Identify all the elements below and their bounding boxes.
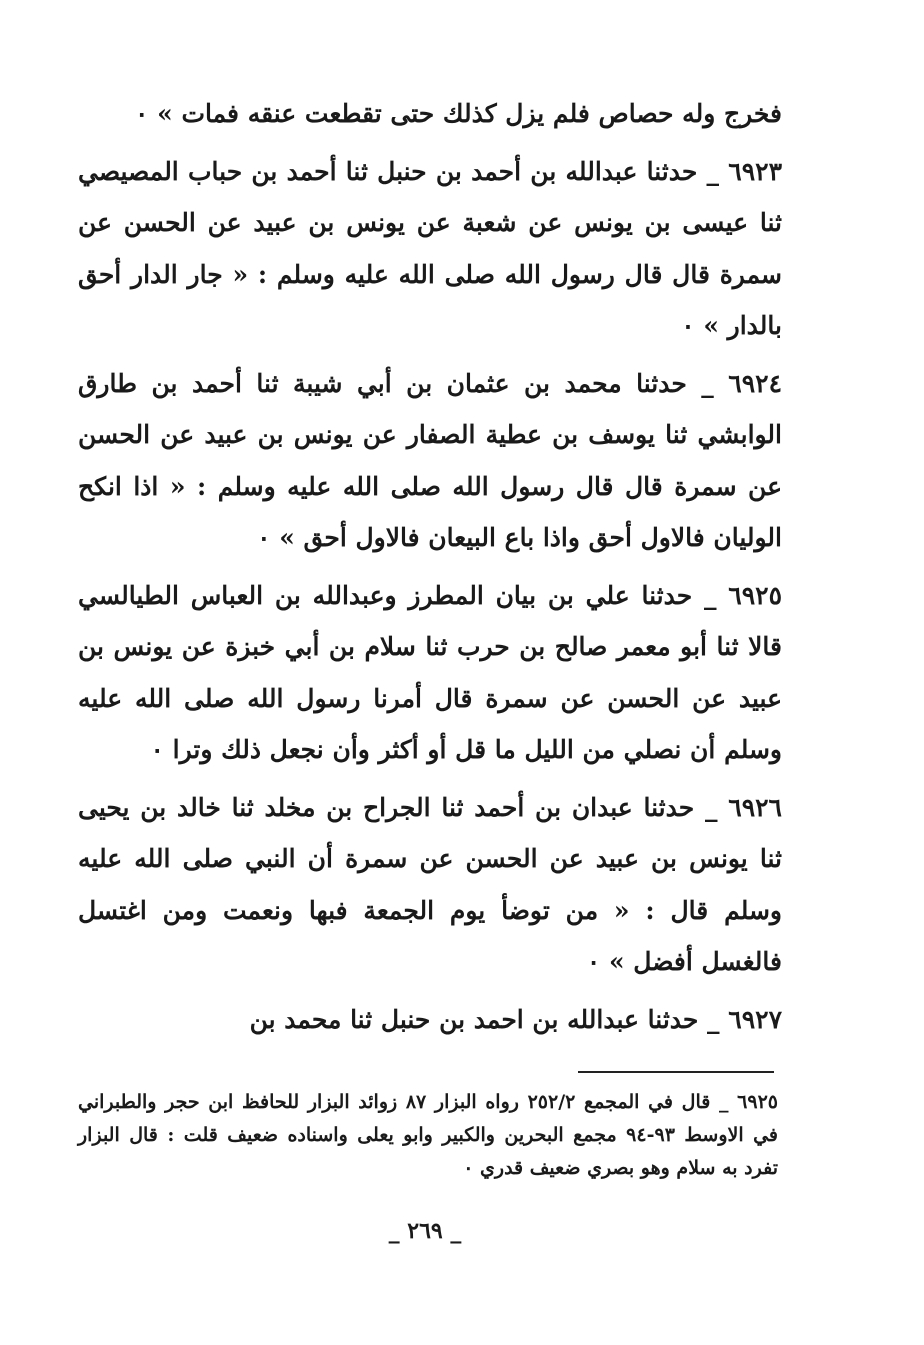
hadith-number: ٦٩٢٥ (728, 580, 782, 610)
hadith-paragraph-6923 (78, 146, 782, 352)
hadith-paragraph-6926 (78, 782, 782, 988)
main-text-body (78, 88, 782, 1051)
hadith-paragraph-continuation (78, 88, 782, 140)
hadith-number: ٦٩٢٤ (728, 368, 782, 398)
hadith-paragraph-6927 (78, 994, 782, 1046)
hadith-paragraph-6924 (78, 358, 782, 564)
footnote (78, 1086, 778, 1185)
hadith-number: ٦٩٢٧ (728, 1004, 782, 1034)
hadith-number: ٦٩٢٣ (728, 156, 782, 186)
hadith-number: ٦٩٢٦ (728, 792, 782, 822)
paragraph-text: _ حدثنا عبدالله بن أحمد بن حنبل ثنا أحمد بن حباب المصيصي ثنا عيسى بن يونس عن شعبة عن يونس بن عبيد عن الحسن عن سمرة قال قال رسول الله صلى الله عليه وسلم : « جار الدار أحق بالدار » ٠ (78, 156, 782, 340)
footnote-text: ٦٩٢٥ _ قال في المجمع ٢٥٢/٢ رواه البزار ٨٧ زوائد البزار للحافظ ابن حجر والطبراني في الاوسط ٩٣-٩٤ مجمع البحرين والكبير وابو يعلى واسناده ضعيف قلت : قال البزار تفرد به سلام وهو بصري ضعيف قدري ٠ (78, 1091, 778, 1179)
page-number: _ ٢٦٩ _ (388, 1218, 462, 1244)
footnote-divider (578, 1071, 774, 1073)
paragraph-text: _ حدثنا محمد بن عثمان بن أبي شيبة ثنا أحمد بن طارق الوابشي ثنا يوسف بن عطية الصفار عن يونس بن عبيد عن الحسن عن سمرة قال قال رسول الله صلى الله عليه وسلم : « اذا انكح الوليان فالاول أحق واذا باع البيعان فالاول أحق » ٠ (78, 368, 783, 552)
paragraph-text: _ حدثنا علي بن بيان المطرز وعبدالله بن العباس الطيالسي قالا ثنا أبو معمر صالح بن حرب ثنا سلام بن أبي خبزة عن يونس بن عبيد عن الحسن عن سمرة قال أمرنا رسول الله صلى الله عليه وسلم أن نصلي من الليل ما قل أو أكثر وأن نجعل ذلك وترا ٠ (78, 580, 782, 764)
paragraph-text: فخرج وله حصاص فلم يزل كذلك حتى تقطعت عنقه فمات » ٠ (134, 99, 782, 128)
paragraph-text: _ حدثنا عبدالله بن احمد بن حنبل ثنا محمد بن (249, 1004, 720, 1034)
paragraph-text: _ حدثنا عبدان بن أحمد ثنا الجراح بن مخلد ثنا خالد بن يحيى ثنا يونس بن عبيد عن الحسن عن سمرة أن النبي صلى الله عليه وسلم قال : « من توضأ يوم الجمعة فبها ونعمت ومن اغتسل فالغسل أفضل » ٠ (78, 792, 782, 976)
hadith-paragraph-6925 (78, 570, 782, 776)
